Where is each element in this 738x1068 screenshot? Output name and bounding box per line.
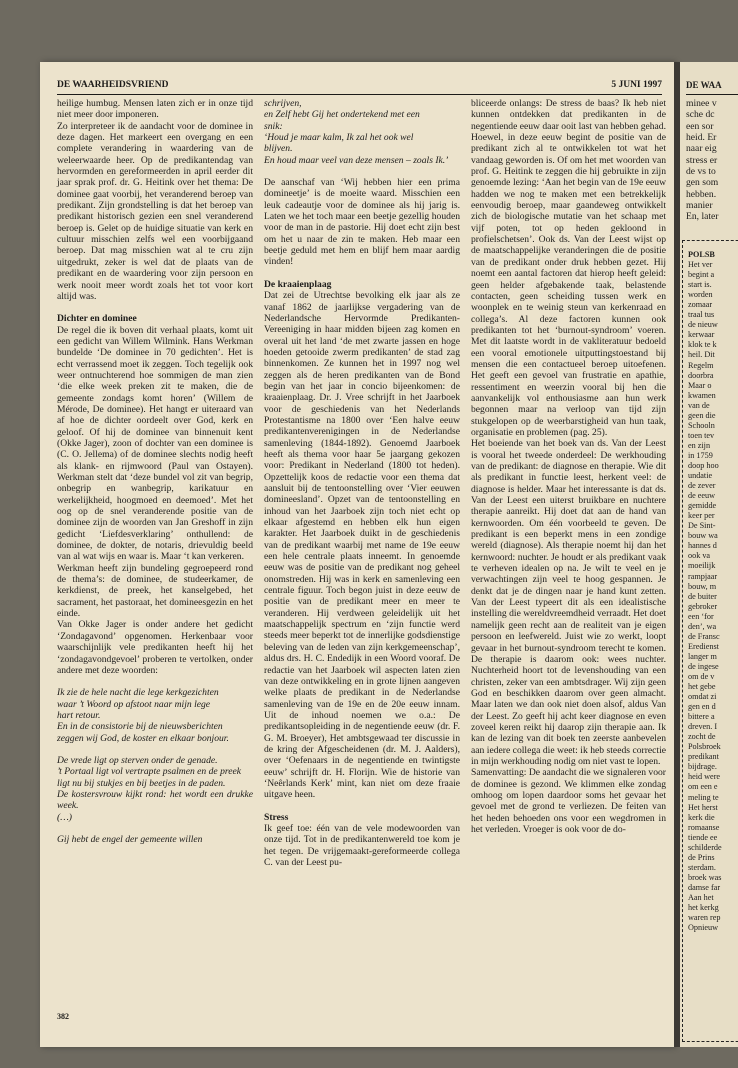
text-line: manier: [686, 200, 713, 212]
box-text-line: romaanse: [688, 822, 720, 832]
poem-line: ‘Houd je maar kalm, Ik zal het ook wel: [264, 132, 414, 144]
box-text-line: schilderde: [688, 842, 722, 852]
poem-line: De kostersvrouw kijkt rond: het wordt een drukke week.: [57, 788, 253, 812]
running-header: [57, 80, 662, 95]
section-heading: De kraaienplaag: [264, 278, 332, 290]
box-text-line: start is.: [688, 280, 712, 290]
issue-date: 5 JUNI 1997: [611, 80, 662, 90]
poem-line: En in de consistorie bij de nieuwsberichten: [57, 721, 223, 733]
box-text-line: Schooln: [688, 420, 715, 430]
poem-quote: [57, 687, 253, 845]
text-line: een sor: [686, 120, 714, 132]
poem-line: snik:: [264, 120, 283, 132]
box-text-line: en zijn: [688, 440, 711, 450]
text-line: naar eig: [686, 143, 717, 155]
poem-line: En houd maar veel van deze mensen – zoals Ik.’: [264, 154, 449, 166]
box-text-line: Het ver: [688, 260, 713, 270]
box-text-line: een ‘for: [688, 611, 714, 621]
text-line: gen som: [686, 177, 719, 189]
text-line: minee v: [686, 98, 717, 109]
column-3: [471, 98, 666, 835]
box-text-line: om de v: [688, 671, 715, 681]
text-line: En, later: [686, 211, 719, 223]
next-page-text: [686, 98, 719, 223]
box-text-line: De Sint-: [688, 521, 716, 531]
box-text-line: ook va: [688, 551, 711, 561]
box-text-line: traal tus: [688, 310, 715, 320]
paragraph: Van Okke Jager is onder andere het gedicht ‘Zondagavond’ opgenomen. Herkenbaar voor waarschijnlijk vele predikanten heeft hij het ‘zondagavondgevoel’ proberen te vertolken, onder andere met deze woorden:: [57, 619, 253, 676]
box-text-line: zomaar: [688, 300, 713, 310]
box-text-line: de buiter: [688, 591, 717, 601]
paragraph: De aanschaf van ‘Wij hebben hier een prima domineetje’ is de moeite waard. Misschien een leuk cadeautje voor de dominee als hij jarig is. Laten we het toch maar een beetje gezellig houden voor de man in de pastorie. Hij doet echt zijn best om het u naar de zin te maken. Heb maar een beetje geduld met hem en blijf hem maar aardig vinden!: [264, 177, 460, 268]
section-heading: Dichter en dominee: [57, 313, 137, 325]
box-text-line: in 1759: [688, 450, 713, 460]
poem-line: (…): [57, 811, 72, 823]
poem-line: en Zelf hebt Gij het ondertekend met een: [264, 109, 420, 121]
box-text-line: tiende ee: [688, 832, 718, 842]
box-text-line: Opnieuw: [688, 923, 719, 933]
box-text-line: van de: [688, 400, 710, 410]
section-heading: Stress: [264, 811, 289, 823]
column-2: [264, 98, 460, 868]
box-text-line: kerwaar: [688, 330, 715, 340]
poem-line: De vrede ligt op sterven onder de genade.: [57, 754, 218, 766]
box-text-line: de Prins: [688, 852, 715, 862]
box-text-line: meling te: [688, 792, 719, 802]
box-text-line: de Fransc: [688, 631, 720, 641]
box-text-line: worden: [688, 290, 713, 300]
paragraph: De regel die ik boven dit verhaal plaats, komt uit een gedicht van Willem Wilmink. Hans Werkman bundelde ‘De dominee in 70 gedichten’. Het is echt verrassend moet ik zeggen. Toch tegelijk ook weer ontnuchterend hoe sommigen de man zien ‘die elke week preken zit te maken, die de gemeente zondags komt horen’ (Willem de Mérode, De dominee). Het hangt er uiteraard van af hoe de dichter oordeelt over God, kerk en geloof. Of hij de dominee van binnenuit kent (Okke Jager), zoon of dochter van een dominee is (C. O. Jellema) of de dominee slechts nodig heeft als klank- en rijmwoord (Paul van Ostayen). Werkman stelt dat ‘deze bundel vol zit van begrip, onbegrip en wanbegrip, karikatuur en werkelijkheid, hoogmoed en deemoed’. Met het oog op de snel veranderende positie van de dominee zijn de woorden van Jan Greshoff in zijn gedicht ‘Liefdesverklaring’ onthullend: de dominee, de dokter, de notaris, drievuldig beeld van al wat wijs en waar is. Maar ‘t kan verkeren.: [57, 324, 253, 563]
poem-line: Gij hebt de engel der gemeente willen: [57, 833, 203, 845]
poem-line: ligt nu bij stukjes en bij beetjes in de paden.: [57, 777, 226, 789]
box-text-line: bittere a: [688, 712, 715, 722]
box-text-line: om een e: [688, 782, 718, 792]
box-text-line: rampjaar: [688, 571, 718, 581]
poem-line: Ik zie de hele nacht die lege kerkgezichten: [57, 687, 219, 699]
box-text-line: bouw, m: [688, 581, 717, 591]
box-text-line: heid were: [688, 772, 721, 782]
text-line: sche dc: [686, 109, 715, 121]
box-text-line: den’, wa: [688, 621, 717, 631]
poem-line: schrijven,: [264, 98, 302, 109]
box-text-line: hannes d: [688, 541, 717, 551]
box-text-line: omdat zi: [688, 692, 717, 702]
box-text-line: heil. Dit: [688, 350, 715, 360]
box-text-line: dreven. I: [688, 722, 718, 732]
box-text-line: kerk die: [688, 812, 715, 822]
box-text-line: sterdam.: [688, 862, 716, 872]
paragraph: Samenvatting: De aandacht die we signaleren voor de dominee is gezond. We klimmen elke zondag omhoog om lopen daardoor soms het gevaar het gevoel met de grond te verliezen. De feiten van het heden behoeden ons voor een wegdromen in het verleden. Vroeger is ook voor de do-: [471, 767, 667, 835]
box-text-line: gebroker: [688, 601, 718, 611]
box-text-line: Eredienst: [688, 641, 719, 651]
paragraph: Werkman heeft zijn bundeling gegroepeerd rond de thema’s: de dominee, de studeerkamer, de kerkdienst, de preek, het kanselgebed, het sacrament, het pastoraat, het domineesgezin en het einde.: [57, 562, 253, 620]
text-line: stress er: [686, 154, 718, 166]
box-text-line: undatie: [688, 471, 713, 481]
box-text-line: Het herst: [688, 802, 718, 812]
box-text-line: klok te k: [688, 340, 717, 350]
box-text-line: kwamen: [688, 390, 716, 400]
paragraph: Ik geef toe: één van de vele modewoorden van onze tijd. Tot in de predikantenwereld toe kom je het tegen. De vrijgemaakt-gereformeerde collega C. van der Leest pu-: [264, 822, 460, 868]
box-text-line: de ingese: [688, 661, 719, 671]
text-line: hebben.: [686, 188, 717, 200]
poem-line: blijven.: [264, 143, 293, 155]
box-text-line: begint a: [688, 270, 715, 280]
poem-quote: [264, 98, 460, 166]
paragraph: Het boeiende van het boek van ds. Van der Leest is vooral het tweede onderdeel: De werkhouding van de predikant: de diagnose en therapie. Wie dit als predikant in functie leest, herkent veel: de diagnose is helder. Maar het interessante is dat ds. Van der Leest een uiterst bruikbare en nuchtere therapie aanreikt. Hij doet dat aan de hand van kernwoorden. Om één voorbeeld te geven. De predikant is een beperkt mens in een zondige wereld (diagnose). Als therapie noemt hij dan het kernwoord: nuchter. Je houdt er als predikant vaak te verheven idealen op na. Je wilt te veel en je verwachtingen zijn veel te hoog gespannen. Je denkt dat je de dingen naar je hand kunt zetten. Van der Leest typeert dit als een idealistische instelling die wereldvreemdheid verraadt. Het doet namelijk geen recht aan de realiteit van je eigen persoon en leefwereld. Juist wie zo werkt, loopt gevaar in het burnout-syndroom terecht te komen. De therapie is daarom ook: wees nuchter. Nuchterheid hoort tot de levenshouding van een christen, zeker van een ambtsdrager. Wij zijn geen God en beschikken daarom over geen almacht. Maar laten we dan ook niet doen alsof, aldus Van der Leest. Zo geeft hij acht keer diagnose en even zoveel keren reikt hij daarop zijn therapie aan. Ik kan de lezing van dit boek ten zeerste aanbevelen aan iedere collega die weet: ik heb steeds correctie in mijn werkhouding nodig om niet vast te lopen.: [471, 438, 666, 767]
box-text-line: gemidde: [688, 501, 717, 511]
box-text-line: zocht de: [688, 732, 716, 742]
paragraph: Dat zei de Utrechtse bevolking elk jaar als ze vanaf 1862 de jaarlijkse vergadering van de Nederlandsche Hervormde Predikanten-Vereeniging in haar midden bijeen zag komen en overal uit het land ‘de met zwarte jassen en hoge hoeden getooide zwerm predikanten’ de stad zag binnenkomen. Ze kunnen het in 1997 nog wel zeggen als de heren predikanten van de Bond begin van het jaar in concio bijeenkomen: de kraaienplaag. Dr. J. Vree schrijft in het Jaarboek voor de geschiedenis van het Nederlands Protestantisme na 1800 over ‘Een halve eeuw predikantenverenigingen in de Nederlandse samenleving (1844-1892). Genoemd Jaarboek heeft als thema voor haar 5e jaargang gekozen voor: Predikant in Nederland (1800 tot heden). Opzettelijk koos de redactie voor een thema dat aansluit bij de tentoonstelling over ‘Vier eeuwen domineesland’. Opzet van de tentoonstelling en inhoud van het Jaarboek zijn toch niet echt op elkaar afgestemd en hebben elk hun eigen karakter. Het Jaarboek duikt in de geschiedenis van de predikant waarbij met name de 19e eeuw een hele centrale plaats inneemt. In genoemde eeuw was de positie van de predikant nog geheel onomstreden. Hij was in kerk en samenleving een centrale figuur. Toch begon juist in deze eeuw de positie van de predikant meer en meer te veranderen. Hij verdween geleidelijk uit het maatschappelijk spectrum en ‘zijn functie werd steeds meer beperkt tot de innerlijke godsdienstige beleving van de leden van zijn kerkgemeenschap’, aldus drs. H. C. Endedijk in een Woord vooraf. De redactie van het Jaarboek wil aspecten laten zien van deze ontwikkeling en in grote lijnen aangeven welke plaats de predikant in de Nederlandse samenleving van de 19e en de 20e eeuw innam. Uit de inhoud noemen we o.a.: De predikantsopleiding in de negentiende eeuw (dr. F. G. M. Broeyer), Het ambtsgewaad ter discussie in de kring der Afgescheidenen (dr. M. J. Aalders), over ‘Oefenaars in de negentiende en twintigste eeuw’ schrijft dr. H. Florijn. Wie de historie van ‘Neêrlands Kerk’ mint, kan niet om deze fraaie uitgave heen.: [264, 290, 460, 801]
paragraph: heilige humbug. Mensen laten zich er in onze tijd niet meer door imponeren.: [57, 98, 253, 121]
box-text-line: Regelm: [688, 360, 714, 370]
text-line: heid. Er: [686, 132, 717, 144]
magazine-page: [40, 62, 674, 1047]
box-text-line: damse far: [688, 882, 721, 892]
box-text-line: langer m: [688, 651, 717, 661]
box-text-line: bijdrage.: [688, 762, 717, 772]
box-text-line: het gebe: [688, 682, 716, 692]
column-1: [57, 98, 253, 845]
next-page-edge: [680, 62, 738, 1047]
box-text-line: geen die: [688, 410, 716, 420]
next-running-header: DE WAA: [686, 80, 738, 95]
text-line: de vs to: [686, 166, 716, 178]
poem-line: ’t Portaal ligt vol vertrapte psalmen en de preek: [57, 766, 242, 778]
box-text-line: Polsbroek: [688, 742, 721, 752]
box-text-line: de eeuw: [688, 491, 716, 501]
box-text-line: keer per: [688, 511, 715, 521]
box-text-line: toen tev: [688, 430, 715, 440]
page-number: 382: [57, 1012, 69, 1021]
journal-title: DE WAARHEIDSVRIEND: [57, 80, 169, 90]
box-text-line: predikant: [688, 752, 719, 762]
box-text-line: de nieuw: [688, 320, 718, 330]
box-text-line: de zever: [688, 481, 716, 491]
poem-line: hart retour.: [57, 709, 101, 721]
paragraph: bliceerde onlangs: De stress de baas? Ik heb niet kunnen ontdekken dat predikanten in de negentiende eeuw daar ooit last van hebben gehad. Hoewel, in deze eeuw begint de positie van de predikant zich al te ontwikkelen tot wat het vandaag geworden is. Of om het met woorden van prof. G. Heitink te zeggen die hij gebruikte in zijn genoemde lezing: ‘Aan het begin van de 19e eeuw hadden we nog te maken met een betrekkelijk eenvoudig beroep, maar gaandeweg ontwikkelt zich de biologische mutatie van het schaap met vijf poten, tot op heden gekloond in profielschetsen’. Ook ds. Van der Leest wijst op de maatschappelijke veranderingen die de positie van de predikant onder druk hebben gezet. Hij noemt een aantal factoren dat hierop heeft geleid: geen helder afgebakende taak, belastende contacten, geen scheiding tussen werk en woonplek en te weinig steun van kerkenraad en collega’s. Al deze factoren kunnen ook predikanten tot het ‘burnout-syndroom’ voeren. Met dit laatste wordt in de vakliteratuur bedoeld een vooral emotionele uitputtingstoestand bij mensen die een contactueel beroep uitoefenen. Het geeft een gevoel van frustratie en apathie, ressentiment en weerzin vooral bij hen die aanvankelijk vol enthousiasme aan hun werk begonnen maar na verloop van tijd zijn stukgelopen op de weerbarstigheid van hun taak, organisatie en problemen (pag. 25).: [471, 98, 666, 438]
box-text-line: bouw wa: [688, 531, 718, 541]
box-text-line: het kerkg: [688, 903, 719, 913]
sidebar-box-title: POLSB: [688, 250, 715, 259]
box-text-line: doorbra: [688, 370, 714, 380]
box-text-line: Aan het: [688, 893, 714, 902]
poem-line: waar ’t Woord op afstoot naar mijn lege: [57, 698, 211, 710]
box-text-line: gen en d: [688, 702, 716, 712]
poem-line: zeggen wij God, de koster en elkaar bonjour.: [57, 732, 229, 744]
box-text-line: broek was: [688, 872, 722, 882]
box-text-line: doop hoo: [688, 460, 719, 470]
box-text-line: waren rep: [688, 913, 721, 923]
sidebar-box-text: [688, 250, 722, 933]
paragraph: Zo interpreteer ik de aandacht voor de dominee in deze dagen. Het markeert een overgang en een complete verandering in waardering van de weleerwaarde heer. Op de predikantendag van hervormden en gereformeerden in april eerder dit jaar sprak prof. dr. G. Heitink over het thema: De dominee gaat voorbij, het veranderend beroep van predikant. Zijn grondstelling is dat het beroep van predikant historisch gezien een snel veranderend beroep is. Gelet op de huidige situatie van kerk en cultuur misschien zelfs wel een voorbijgaand beroep. Dat mag misschien wat al te cru zijn uitgedrukt, zeker is wel dat de plaats van de predikant en de waardering voor zijn persoon en werk nooit meer wordt zoals het tot voor kort altijd was.: [57, 120, 253, 302]
box-text-line: Maar o: [688, 380, 712, 390]
box-text-line: moeilijk: [688, 561, 716, 571]
